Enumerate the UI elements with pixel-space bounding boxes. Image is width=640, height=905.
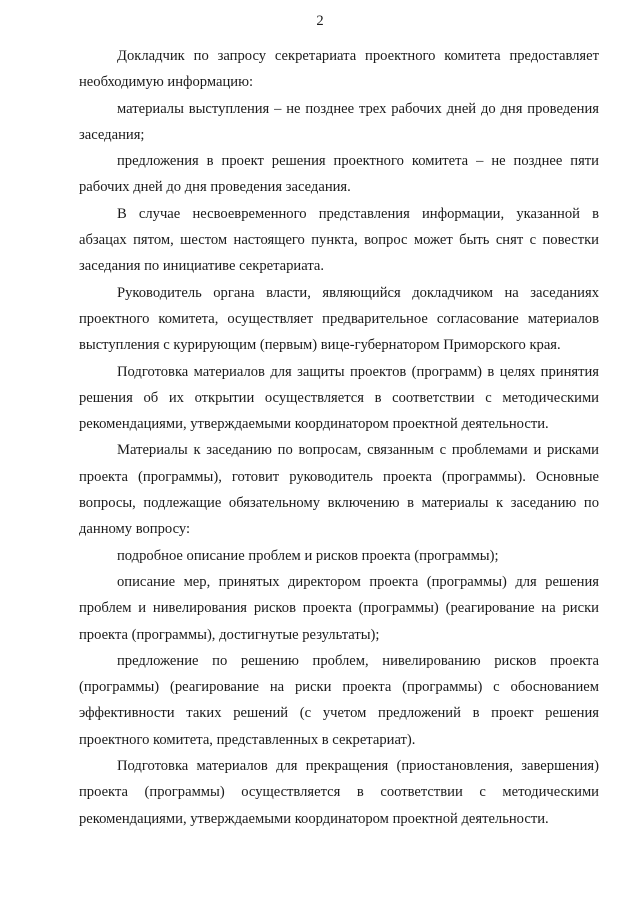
paragraph-1: Докладчик по запросу секретариата проектного комитета предоставляет необходимую информацию:: [79, 48, 599, 91]
paragraph-8: подробное описание проблем и рисков проекта (программы);: [117, 547, 499, 564]
paragraph-6: Подготовка материалов для защиты проектов (программ) в целях принятия решения об их открытии осуществляется в соответствии с методическими рекомендациями, утверждаемыми координатором проектной деятельности.: [79, 363, 599, 433]
paragraph-10: предложение по решению проблем, нивелированию рисков проекта (программы) (реагирование на риски проекта (программы) с обоснованием эффективности таких решений (с учетом предложений в проект решения проектного комитета, представленных в секретариат).: [79, 652, 599, 748]
paragraph-4: В случае несвоевременного представления информации, указанной в абзацах пятом, шестом настоящего пункта, вопрос может быть снят с повестки заседания по инициативе секретариата.: [79, 205, 599, 275]
page-number: 2: [316, 13, 324, 29]
document-body: [79, 43, 599, 832]
paragraph-11: Подготовка материалов для прекращения (приостановления, завершения) проекта (программы) осуществляется в соответствии с методическими рекомендациями, утверждаемыми координатором проектной деятельности.: [79, 758, 599, 827]
paragraph-2: материалы выступления – не позднее трех рабочих дней до дня проведения заседания;: [79, 100, 599, 143]
paragraph-9: описание мер, принятых директором проекта (программы) для решения проблем и нивелирования рисков проекта (программы) (реагирование на риски проекта (программы), достигнутые результаты);: [79, 573, 599, 643]
paragraph-3: предложения в проект решения проектного комитета – не позднее пяти рабочих дней до дня проведения заседания.: [79, 153, 599, 196]
paragraph-5: Руководитель органа власти, являющийся докладчиком на заседаниях проектного комитета, осуществляет предварительное согласование материалов выступления с курирующим (первым) вице-губернатором Приморского края.: [79, 284, 599, 354]
paragraph-7: Материалы к заседанию по вопросам, связанным с проблемами и рисками проекта (программы), готовит руководитель проекта (программы). Основные вопросы, подлежащие обязательному включению в материалы к заседанию по данному вопросу:: [79, 442, 599, 538]
